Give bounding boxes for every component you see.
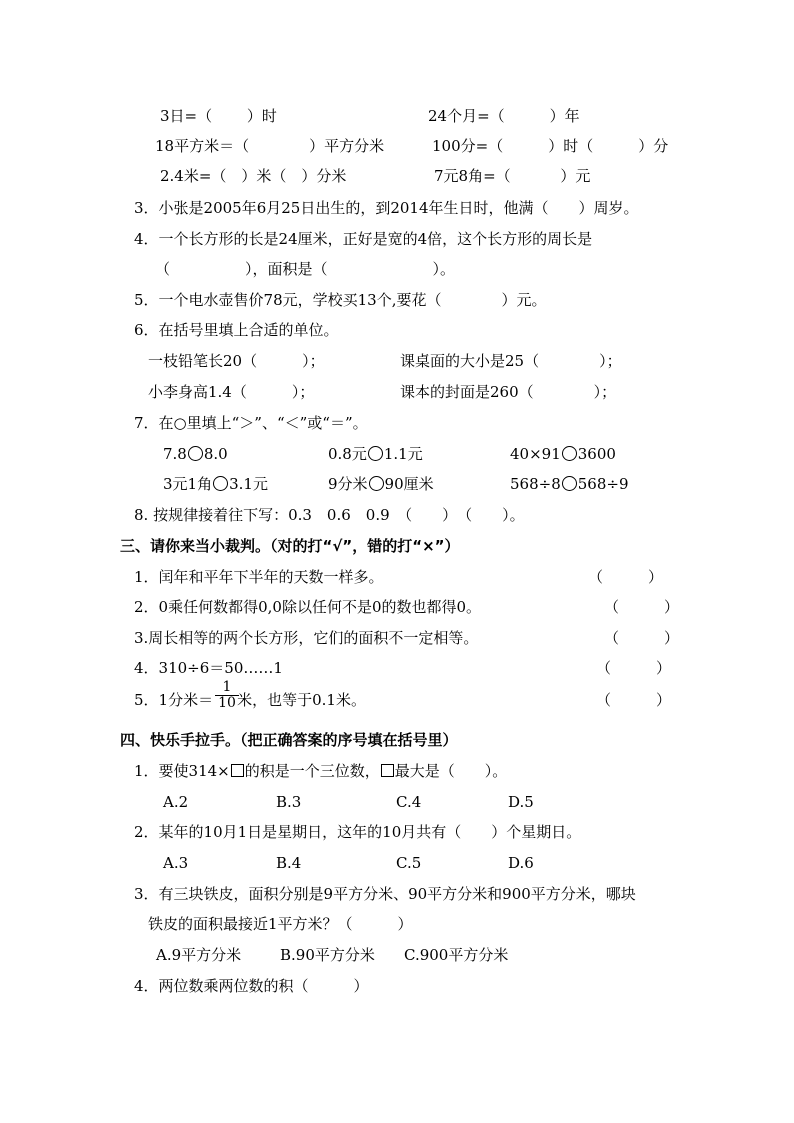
question-2-8: 8. 按规律接着往下写：0.3 0.6 0.9 （ ） （ ）。 <box>134 506 525 524</box>
conversion-yuan: 7元8角=（ ）元 <box>434 167 591 185</box>
compare-circle[interactable] <box>213 476 228 491</box>
compare-item: 568÷8 568÷9 <box>510 475 629 493</box>
choice-option[interactable]: B.4 <box>276 854 302 872</box>
unit-pencil-length: 一枝铅笔长20（ ）； <box>148 352 325 370</box>
choice-option[interactable]: A.3 <box>163 854 189 872</box>
choice-question-1: 1．要使314× 的积是一个三位数， 最大是（ ）。 <box>134 762 508 780</box>
choice-option[interactable]: B.3 <box>276 793 302 811</box>
compare-item: 9分米 90厘米 <box>328 475 434 493</box>
blank-box <box>231 764 244 777</box>
judge-item-text: 1．闰年和平年下半年的天数一样多。 <box>134 568 384 586</box>
judge-item-text: 4．310÷6＝50……1 <box>134 659 283 677</box>
unit-desk-area: 课桌面的大小是25（ ）； <box>400 352 622 370</box>
compare-item: 40×91 3600 <box>510 445 616 463</box>
judge-item-text: 2．0乘任何数都得0,0除以任何不是0的数也都得0。 <box>134 598 482 616</box>
choice-option[interactable]: B.90平方分米 <box>280 946 375 964</box>
question-2-6: 6．在括号里填上合适的单位。 <box>134 321 339 339</box>
judge-answer-bracket[interactable]: （ ） <box>604 629 680 647</box>
unit-height: 小李身高1.4（ ）； <box>148 383 315 401</box>
compare-circle[interactable] <box>188 446 203 461</box>
choice-question-4: 4．两位数乘两位数的积（ ） <box>134 977 369 995</box>
choice-question-2: 2．某年的10月1日是星期日，这年的10月共有（ ）个星期日。 <box>134 823 582 841</box>
unit-book-cover: 课本的封面是260（ ）； <box>400 383 617 401</box>
question-2-5: 5．一个电水壶售价78元，学校买13个,要花（ ）元。 <box>134 291 547 309</box>
choice-option[interactable]: D.6 <box>508 854 534 872</box>
compare-circle[interactable] <box>562 476 577 491</box>
judge-answer-bracket[interactable]: （ ） <box>596 691 672 709</box>
judge-answer-bracket[interactable]: （ ） <box>596 659 672 677</box>
section-4-title: 四、快乐手拉手。（把正确答案的序号填在括号里） <box>120 731 458 749</box>
choice-option[interactable]: D.5 <box>508 793 534 811</box>
compare-circle[interactable] <box>369 476 384 491</box>
choice-option[interactable]: A.9平方分米 <box>156 946 242 964</box>
judge-item-text: 5．1分米＝ 米，也等于0.1米。 <box>134 691 366 709</box>
choice-option[interactable]: C.5 <box>396 854 422 872</box>
choice-option[interactable]: C.900平方分米 <box>404 946 509 964</box>
conversion-sqm-sqdm: 18平方米＝（ ）平方分米 <box>155 137 385 155</box>
compare-item: 0.8元 1.1元 <box>328 445 423 463</box>
conversion-minutes-hours: 100分=（ ）时（ ）分 <box>432 137 669 155</box>
compare-item: 3元1角 3.1元 <box>163 475 268 493</box>
conversion-days-hours: 3日=（ ）时 <box>160 107 277 125</box>
question-2-4-line1: 4．一个长方形的长是24厘米，正好是宽的4倍，这个长方形的周长是 <box>134 230 593 248</box>
choice-question-3-line1: 3．有三块铁皮，面积分别是9平方分米、90平方分米和900平方分米，哪块 <box>134 885 636 903</box>
choice-option[interactable]: C.4 <box>396 793 422 811</box>
compare-item: 7.8 8.0 <box>163 445 228 463</box>
compare-circle[interactable] <box>562 446 577 461</box>
choice-option[interactable]: A.2 <box>163 793 189 811</box>
blank-box <box>381 764 394 777</box>
section-3-title: 三、请你来当小裁判。（对的打“√”，错的打“×”） <box>120 537 460 555</box>
compare-circle[interactable] <box>368 446 383 461</box>
judge-item-text: 3.周长相等的两个长方形，它们的面积不一定相等。 <box>134 629 479 647</box>
question-2-4-line2: （ ），面积是（ ）。 <box>155 260 456 278</box>
question-2-7: 7．在○里填上“＞”、“＜”或“＝”。 <box>134 414 368 432</box>
judge-answer-bracket[interactable]: （ ） <box>604 598 680 616</box>
conversion-meters: 2.4米=（ ）米（ ）分米 <box>160 167 347 185</box>
fraction-one-tenth: $\frac{1}{10}$ <box>215 680 239 711</box>
conversion-months-years: 24个月=（ ）年 <box>428 107 580 125</box>
choice-question-3-line2: 铁皮的面积最接近1平方米？（ ） <box>148 915 413 933</box>
judge-answer-bracket[interactable]: （ ） <box>588 568 664 586</box>
question-2-3: 3．小张是2005年6月25日出生的，到2014年生日时，他满（ ）周岁。 <box>134 199 639 217</box>
